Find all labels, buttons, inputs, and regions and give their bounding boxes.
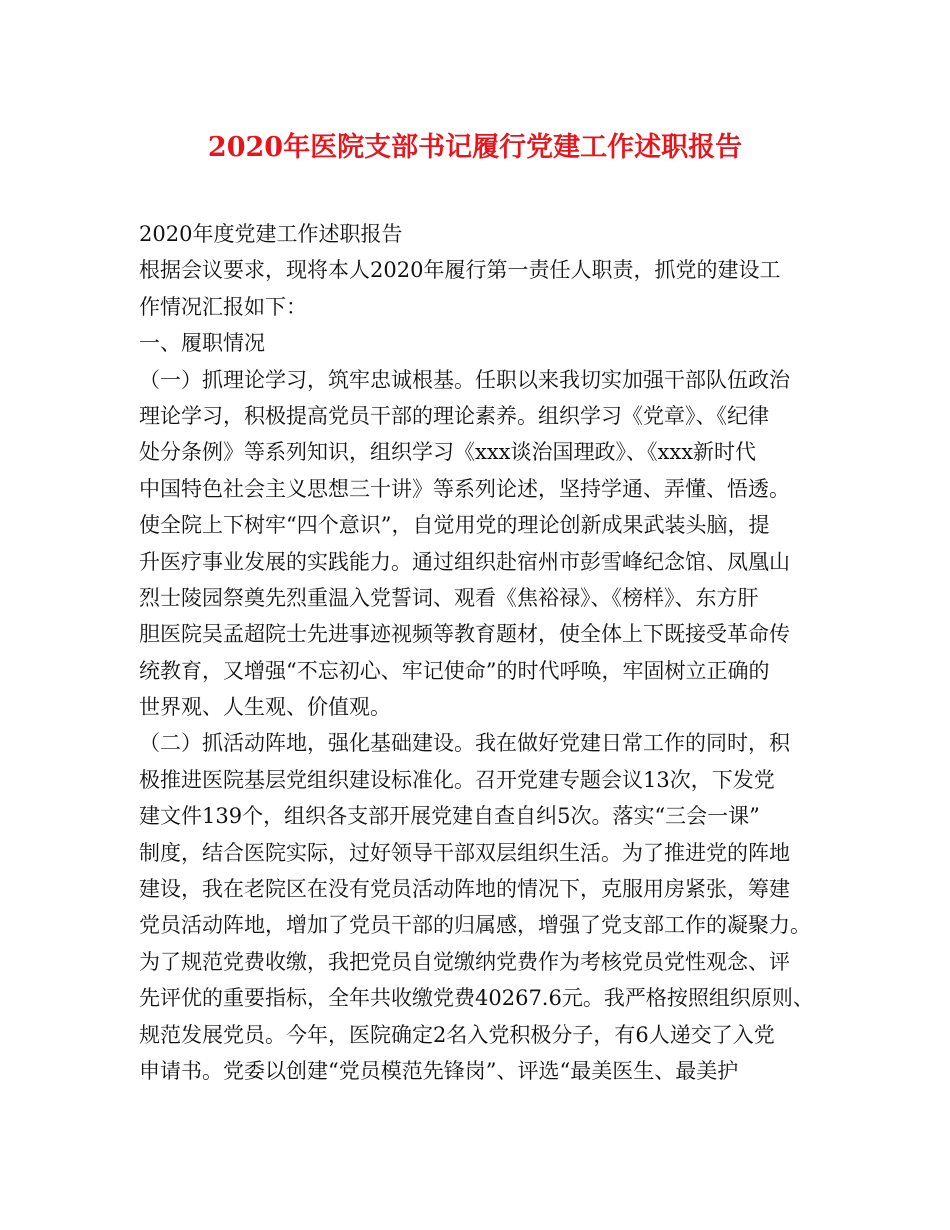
- text-line: 制度，结合医院实际，过好领导干部双层组织生活。为了推进党的阵地: [139, 840, 790, 865]
- text-line: 先评优的重要指标，全年共收缴党费40267.6元。我严格按照组织原则、: [139, 986, 814, 1011]
- text-line: （一）抓理论学习，筑牢忠诚根基。任职以来我切实加强干部队伍政治: [139, 367, 790, 392]
- text-line: 作情况汇报如下：: [139, 294, 307, 319]
- text-line: 理论学习，积极提高党员干部的理论素养。组织学习《党章》、《纪律: [139, 403, 769, 428]
- text-line: 申请书。党委以创建“党员模范先锋岗”、评选“最美医生、最美护: [139, 1058, 739, 1083]
- text-line: 统教育，又增强“不忘初心、牢记使命”的时代呼唤，牢固树立正确的: [139, 658, 770, 683]
- text-line: 规范发展党员。今年，医院确定2名入党积极分子，有6人递交了入党: [139, 1022, 775, 1047]
- text-line: 2020年度党建工作述职报告: [139, 222, 403, 246]
- text-line: 升医疗事业发展的实践能力。通过组织赴宿州市彭雪峰纪念馆、凤凰山: [139, 549, 790, 574]
- document-body: [139, 216, 819, 1089]
- text-line: 胆医院吴孟超院士先进事迹视频等教育题材，使全体上下既接受革命传: [139, 622, 790, 647]
- text-line: 为了规范党费收缴，我把党员自觉缴纳党费作为考核党员党性观念、评: [139, 949, 790, 974]
- text-line: （二）抓活动阵地，强化基础建设。我在做好党建日常工作的同时，积: [139, 731, 790, 756]
- text-line: 党员活动阵地，增加了党员干部的归属感，增强了党支部工作的凝聚力。: [139, 913, 811, 938]
- text-line: 建文件139个，组织各支部开展党建自查自纠5次。落实“三会一课”: [139, 804, 760, 829]
- text-line: 使全院上下树牢“四个意识”，自觉用党的理论创新成果武装头脑，提: [139, 513, 770, 538]
- text-line: 根据会议要求，现将本人2020年履行第一责任人职责，抓党的建设工: [139, 258, 781, 283]
- text-line: 建设，我在老院区在没有党员活动阵地的情况下，克服用房紧张，筹建: [139, 877, 790, 902]
- text-line: 极推进医院基层党组织建设标准化。召开党建专题会议13次，下发党: [139, 767, 775, 792]
- text-line: 中国特色社会主义思想三十讲》等系列论述，坚持学通、弄懂、悟透。: [139, 476, 790, 501]
- text-line: 一、履职情况: [139, 331, 265, 356]
- text-line: 世界观、人生观、价值观。: [139, 695, 391, 720]
- document-title: 2020年医院支部书记履行党建工作述职报告: [207, 132, 743, 163]
- text-line: 烈士陵园祭奠先烈重温入党誓词、观看《焦裕禄》、《榜样》、东方肝: [139, 585, 759, 610]
- text-line: 处分条例》等系列知识，组织学习《xxx谈治国理政》、《xxx新时代: [139, 440, 757, 465]
